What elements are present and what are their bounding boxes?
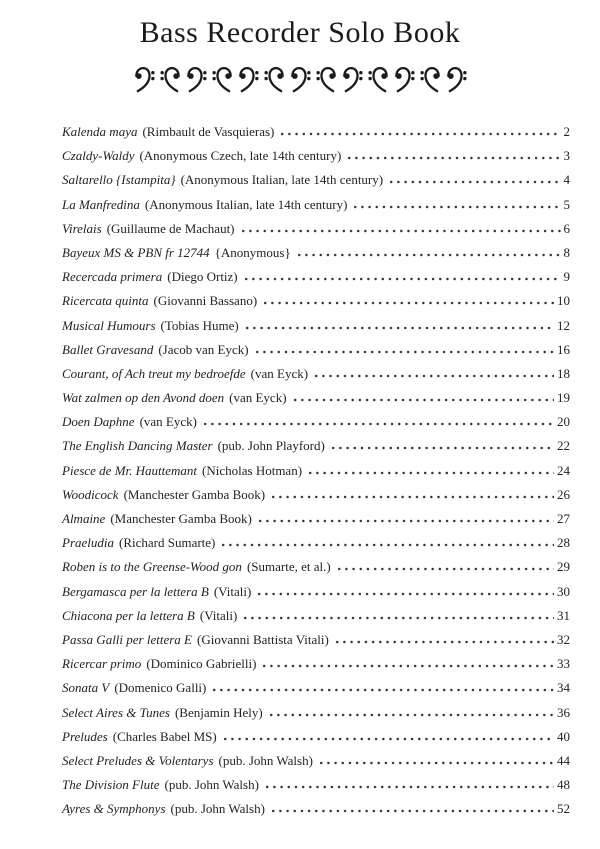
bass-clef-icon (133, 65, 156, 93)
toc-entry-page: 9 (563, 269, 570, 285)
toc-entry (62, 511, 570, 535)
toc-entry-attribution: (Manchester Gamba Book) (123, 486, 266, 502)
toc-entry (62, 777, 570, 801)
toc-entry-title: Kalenda maya (62, 124, 138, 139)
toc-entry-page: 29 (557, 559, 570, 575)
toc-entry-attribution: (Anonymous Italian, late 14th century) (180, 172, 384, 188)
bass-clef-icon (341, 65, 364, 93)
leader-dots (245, 277, 561, 281)
toc-entry (62, 390, 570, 414)
toc-entry-page: 2 (563, 124, 570, 139)
toc-entry-title: Chiacona per la lettera B (62, 607, 195, 623)
toc-entry-page: 22 (557, 438, 570, 454)
toc-entry-title: Preludes (62, 728, 108, 744)
leader-dots (281, 132, 560, 136)
toc-entry (62, 366, 570, 390)
toc-entry-attribution: (Guillaume de Machaut) (106, 220, 235, 236)
toc-entry-page: 40 (557, 728, 570, 744)
leader-dots (294, 398, 554, 402)
bass-clef-mirrored-icon (159, 65, 182, 93)
toc-entry-title: Woodicock (62, 486, 119, 502)
toc-entry-page: 36 (557, 704, 570, 720)
leader-dots (263, 664, 554, 668)
toc-entry (62, 608, 570, 632)
toc-entry (62, 559, 570, 583)
leader-dots (258, 592, 554, 596)
leader-dots (390, 180, 560, 184)
toc-entry-page: 5 (563, 196, 570, 212)
toc-entry-title: Praeludia (62, 535, 114, 551)
toc-entry-page: 28 (557, 535, 570, 551)
toc-entry-page: 32 (557, 631, 570, 647)
toc-entry (62, 438, 570, 462)
toc-entry-attribution: (pub. John Walsh) (164, 777, 259, 793)
toc-entry (62, 342, 570, 366)
toc-entry-page: 44 (557, 752, 570, 768)
toc-entry (62, 753, 570, 777)
toc-entry-page: 27 (557, 511, 570, 526)
toc-entry-attribution: (Rimbault de Vasquieras) (142, 124, 275, 139)
toc-entry (62, 318, 570, 342)
toc-entry-page: 6 (563, 220, 570, 236)
leader-dots (270, 713, 554, 717)
toc-entry-page: 34 (557, 680, 570, 696)
bass-clef-mirrored-icon (419, 65, 442, 93)
toc-entry-attribution: (van Eyck) (139, 414, 197, 430)
toc-entry-page: 19 (557, 390, 570, 406)
toc-entry-title: The Division Flute (62, 777, 160, 793)
bass-clef-icon (289, 65, 312, 93)
bass-clef-icon (185, 65, 208, 93)
toc-entry (62, 148, 570, 172)
toc-entry-attribution: (Giovanni Battista Vitali) (197, 631, 329, 647)
bass-clef-icon (237, 65, 260, 93)
leader-dots (309, 471, 554, 475)
toc-entry-attribution: (pub. John Walsh) (170, 801, 265, 817)
toc-entry (62, 487, 570, 511)
toc-entry-page: 26 (557, 486, 570, 502)
toc-entry-title: Almaine (62, 511, 106, 526)
leader-dots (256, 350, 554, 354)
toc-entry-title: Piesce de Mr. Hauttemant (62, 462, 198, 478)
toc-entry (62, 197, 570, 221)
toc-entry-page: 48 (557, 777, 570, 793)
toc-entry-page: 12 (557, 317, 570, 333)
leader-dots (246, 326, 554, 330)
leader-dots (204, 422, 554, 426)
bass-clef-icon (393, 65, 416, 93)
toc-entry-title: Saltarello {Istampita} (62, 172, 176, 188)
toc-entry-page: 31 (557, 607, 570, 623)
toc-entry (62, 245, 570, 269)
toc-entry-page: 4 (563, 172, 570, 188)
bass-clef-mirrored-icon (263, 65, 286, 93)
toc-entry-attribution: (Nicholas Hotman) (202, 462, 303, 478)
leader-dots (242, 229, 561, 233)
toc-entry-title: La Manfredina (62, 196, 140, 212)
toc-entry-attribution: (Richard Sumarte) (119, 535, 216, 551)
toc-entry-attribution: (Dominico Gabrielli) (146, 656, 257, 672)
toc-entry-attribution: (Vitali) (213, 583, 252, 599)
toc-entry-page: 8 (563, 244, 570, 260)
toc-entry-attribution: (pub. John Walsh) (218, 752, 313, 768)
leader-dots (320, 761, 554, 765)
leader-dots (354, 205, 560, 209)
toc-entry-title: Doen Daphne (62, 414, 135, 430)
toc-entry-attribution: (Domenico Galli) (114, 680, 207, 696)
toc-entry-page: 10 (557, 293, 570, 309)
leader-dots (266, 785, 554, 789)
toc-entry-title: Sonata V (62, 680, 110, 696)
toc-entry-title: Bayeux MS & PBN fr 12744 (62, 244, 210, 260)
toc-entry-title: The English Dancing Master (62, 438, 213, 454)
bass-clef-mirrored-icon (367, 65, 390, 93)
toc-entry-attribution: (Giovanni Bassano) (153, 293, 258, 309)
toc-entry-page: 30 (557, 583, 570, 599)
toc-entry (62, 463, 570, 487)
leader-dots (272, 809, 554, 813)
toc-entry (62, 124, 570, 148)
leader-dots (348, 156, 560, 160)
toc-entry (62, 705, 570, 729)
toc-entry-page: 18 (557, 365, 570, 381)
toc-entry-attribution: (pub. John Playford) (217, 438, 325, 454)
toc-entry-attribution: (van Eyck) (250, 365, 309, 381)
toc-entry-page: 24 (557, 462, 570, 478)
toc-entry (62, 801, 570, 825)
leader-dots (332, 446, 554, 450)
toc-entry-attribution: {Anonymous} (214, 244, 291, 260)
leader-dots (264, 301, 554, 305)
toc-entry-title: Wat zalmen op den Avond doen (62, 390, 225, 406)
toc-entry-title: Czaldy-Waldy (62, 148, 135, 164)
toc-entry (62, 221, 570, 245)
toc-entry-page: 20 (557, 414, 570, 430)
toc-entry-title: Roben is to the Greense-Wood gon (62, 559, 242, 575)
toc-entry (62, 729, 570, 753)
leader-dots (272, 495, 554, 499)
toc-entry-attribution: (Charles Babel MS) (112, 728, 217, 744)
toc-entry-title: Ricercata quinta (62, 293, 149, 309)
toc-entry (62, 680, 570, 704)
toc-entry-title: Ricercar primo (62, 656, 142, 672)
bass-clef-mirrored-icon (211, 65, 234, 93)
toc-entry-attribution: (Jacob van Eyck) (158, 341, 249, 357)
leader-dots (213, 688, 554, 692)
toc-entry-title: Recercada primera (62, 269, 163, 285)
leader-dots (336, 640, 554, 644)
toc-entry-title: Courant, of Ach treut my bedroefde (62, 365, 246, 381)
toc-entry-title: Musical Humours (62, 317, 156, 333)
toc-entry-attribution: (Anonymous Czech, late 14th century) (139, 148, 342, 164)
leader-dots (224, 737, 554, 741)
toc-entry-attribution: (Manchester Gamba Book) (110, 511, 252, 526)
leader-dots (259, 519, 554, 523)
leader-dots (222, 543, 554, 547)
toc-entry (62, 535, 570, 559)
toc-entry-attribution: (Diego Ortiz) (167, 269, 238, 285)
leader-dots (338, 567, 554, 571)
toc-entry (62, 293, 570, 317)
toc-entry-title: Virelais (62, 220, 102, 236)
toc-entry-title: Ballet Gravesand (62, 341, 154, 357)
toc-entry-attribution: (Anonymous Italian, late 14th century) (144, 196, 348, 212)
page-title: Bass Recorder Solo Book (139, 16, 461, 49)
leader-dots (244, 616, 554, 620)
ornament-row (0, 62, 600, 96)
toc-entry-attribution: (Benjamin Hely) (174, 704, 263, 720)
toc-entry (62, 656, 570, 680)
toc-entry-title: Bergamasca per la lettera B (62, 583, 209, 599)
toc-entry-attribution: (Tobias Hume) (160, 317, 239, 333)
bass-clef-mirrored-icon (315, 65, 338, 93)
toc-entry-title: Ayres & Symphonys (62, 801, 166, 817)
toc-entry (62, 584, 570, 608)
leader-dots (298, 253, 561, 257)
toc-entry-attribution: (van Eyck) (229, 390, 287, 406)
toc-entry (62, 632, 570, 656)
bass-clef-icon (445, 65, 468, 93)
toc-entry-attribution: (Sumarte, et al.) (246, 559, 331, 575)
toc-entry (62, 172, 570, 196)
toc-entry-title: Passa Galli per lettera E (62, 631, 192, 647)
toc-entry-title: Select Aires & Tunes (62, 704, 170, 720)
toc-entry-attribution: (Vitali) (199, 607, 238, 623)
toc-entry-title: Select Preludes & Volentarys (62, 752, 214, 768)
leader-dots (315, 374, 554, 378)
toc-entry (62, 414, 570, 438)
toc-entry (62, 269, 570, 293)
toc-list (62, 124, 570, 825)
toc-entry-page: 16 (557, 341, 570, 357)
toc-entry-page: 3 (563, 148, 570, 164)
toc-entry-page: 33 (557, 656, 570, 672)
toc-entry-page: 52 (557, 801, 570, 817)
